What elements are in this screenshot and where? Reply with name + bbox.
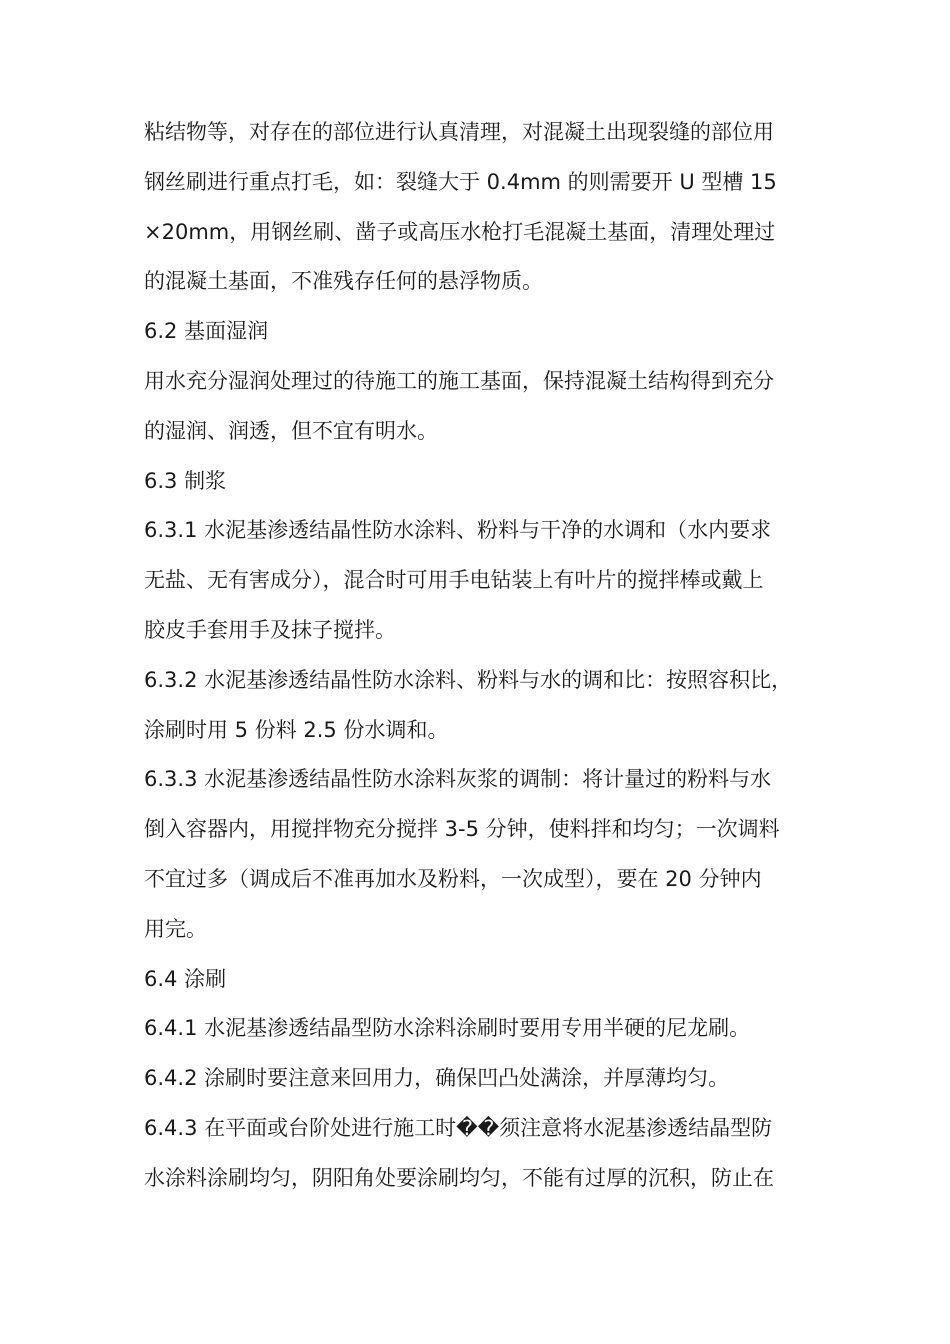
text-line: 不宜过多（调成后不准再加水及粉料，一次成型），要在 20 分钟内 [144,866,762,891]
text-line: 6.3.3 水泥基渗透结晶性防水涂料灰浆的调制：将计量过的粉料与水 [144,767,772,792]
text-line: 粘结物等，对存在的部位进行认真清理，对混凝土出现裂缝的部位用 [144,120,774,144]
text-line: 6.4.3 在平面或台阶处进行施工时��须注意将水泥基渗透结晶型防 [144,1115,773,1140]
text-line: 的混凝土基面，不准残存任何的悬浮物质。 [144,269,543,294]
text-line: 倒入容器内，用搅拌物充分搅拌 3-5 分钟，使料拌和均匀；一次调料 [144,817,780,842]
text-line: 6.4.2 涂刷时要注意来回用力，确保凹凸处满涂，并厚薄均匀。 [144,1066,730,1091]
text-line: 用水充分湿润处理过的待施工的施工基面，保持混凝土结构得到充分 [144,368,774,393]
text-line: 6.3.2 水泥基渗透结晶性防水涂料、粉料与水的调和比：按照容积比， [144,667,793,692]
section-heading: 6.4 涂刷 [144,966,227,991]
text-line: 6.3.1 水泥基渗透结晶性防水涂料、粉料与干净的水调和（水内要求 [144,518,772,543]
text-line: 涂刷时用 5 份料 2.5 份水调和。 [144,717,449,742]
text-line: 用完。 [144,916,207,941]
text-line: 6.4.1 水泥基渗透结晶型防水涂料涂刷时要用专用半硬的尼龙刷。 [144,1016,751,1041]
text-line: 胶皮手套用手及抹子搅拌。 [144,617,396,642]
text-line: 水涂料涂刷均匀，阴阳角处要涂刷均匀，不能有过厚的沉积，防止在 [144,1165,774,1190]
document-body [144,108,810,1204]
section-heading: 6.3 制浆 [144,468,227,493]
text-line: 的湿润、润透，但不宜有明水。 [144,418,438,443]
text-line: ×20mm，用钢丝刷、凿子或高压水枪打毛混凝土基面，清理处理过 [144,219,776,244]
section-heading: 6.2 基面湿润 [144,319,269,344]
text-line: 无盐、无有害成分），混合时可用手电钻装上有叶片的搅拌棒或戴上 [144,568,764,593]
text-line: 钢丝刷进行重点打毛，如：裂缝大于 0.4mm 的则需要开 U 型槽 15 [144,169,777,194]
